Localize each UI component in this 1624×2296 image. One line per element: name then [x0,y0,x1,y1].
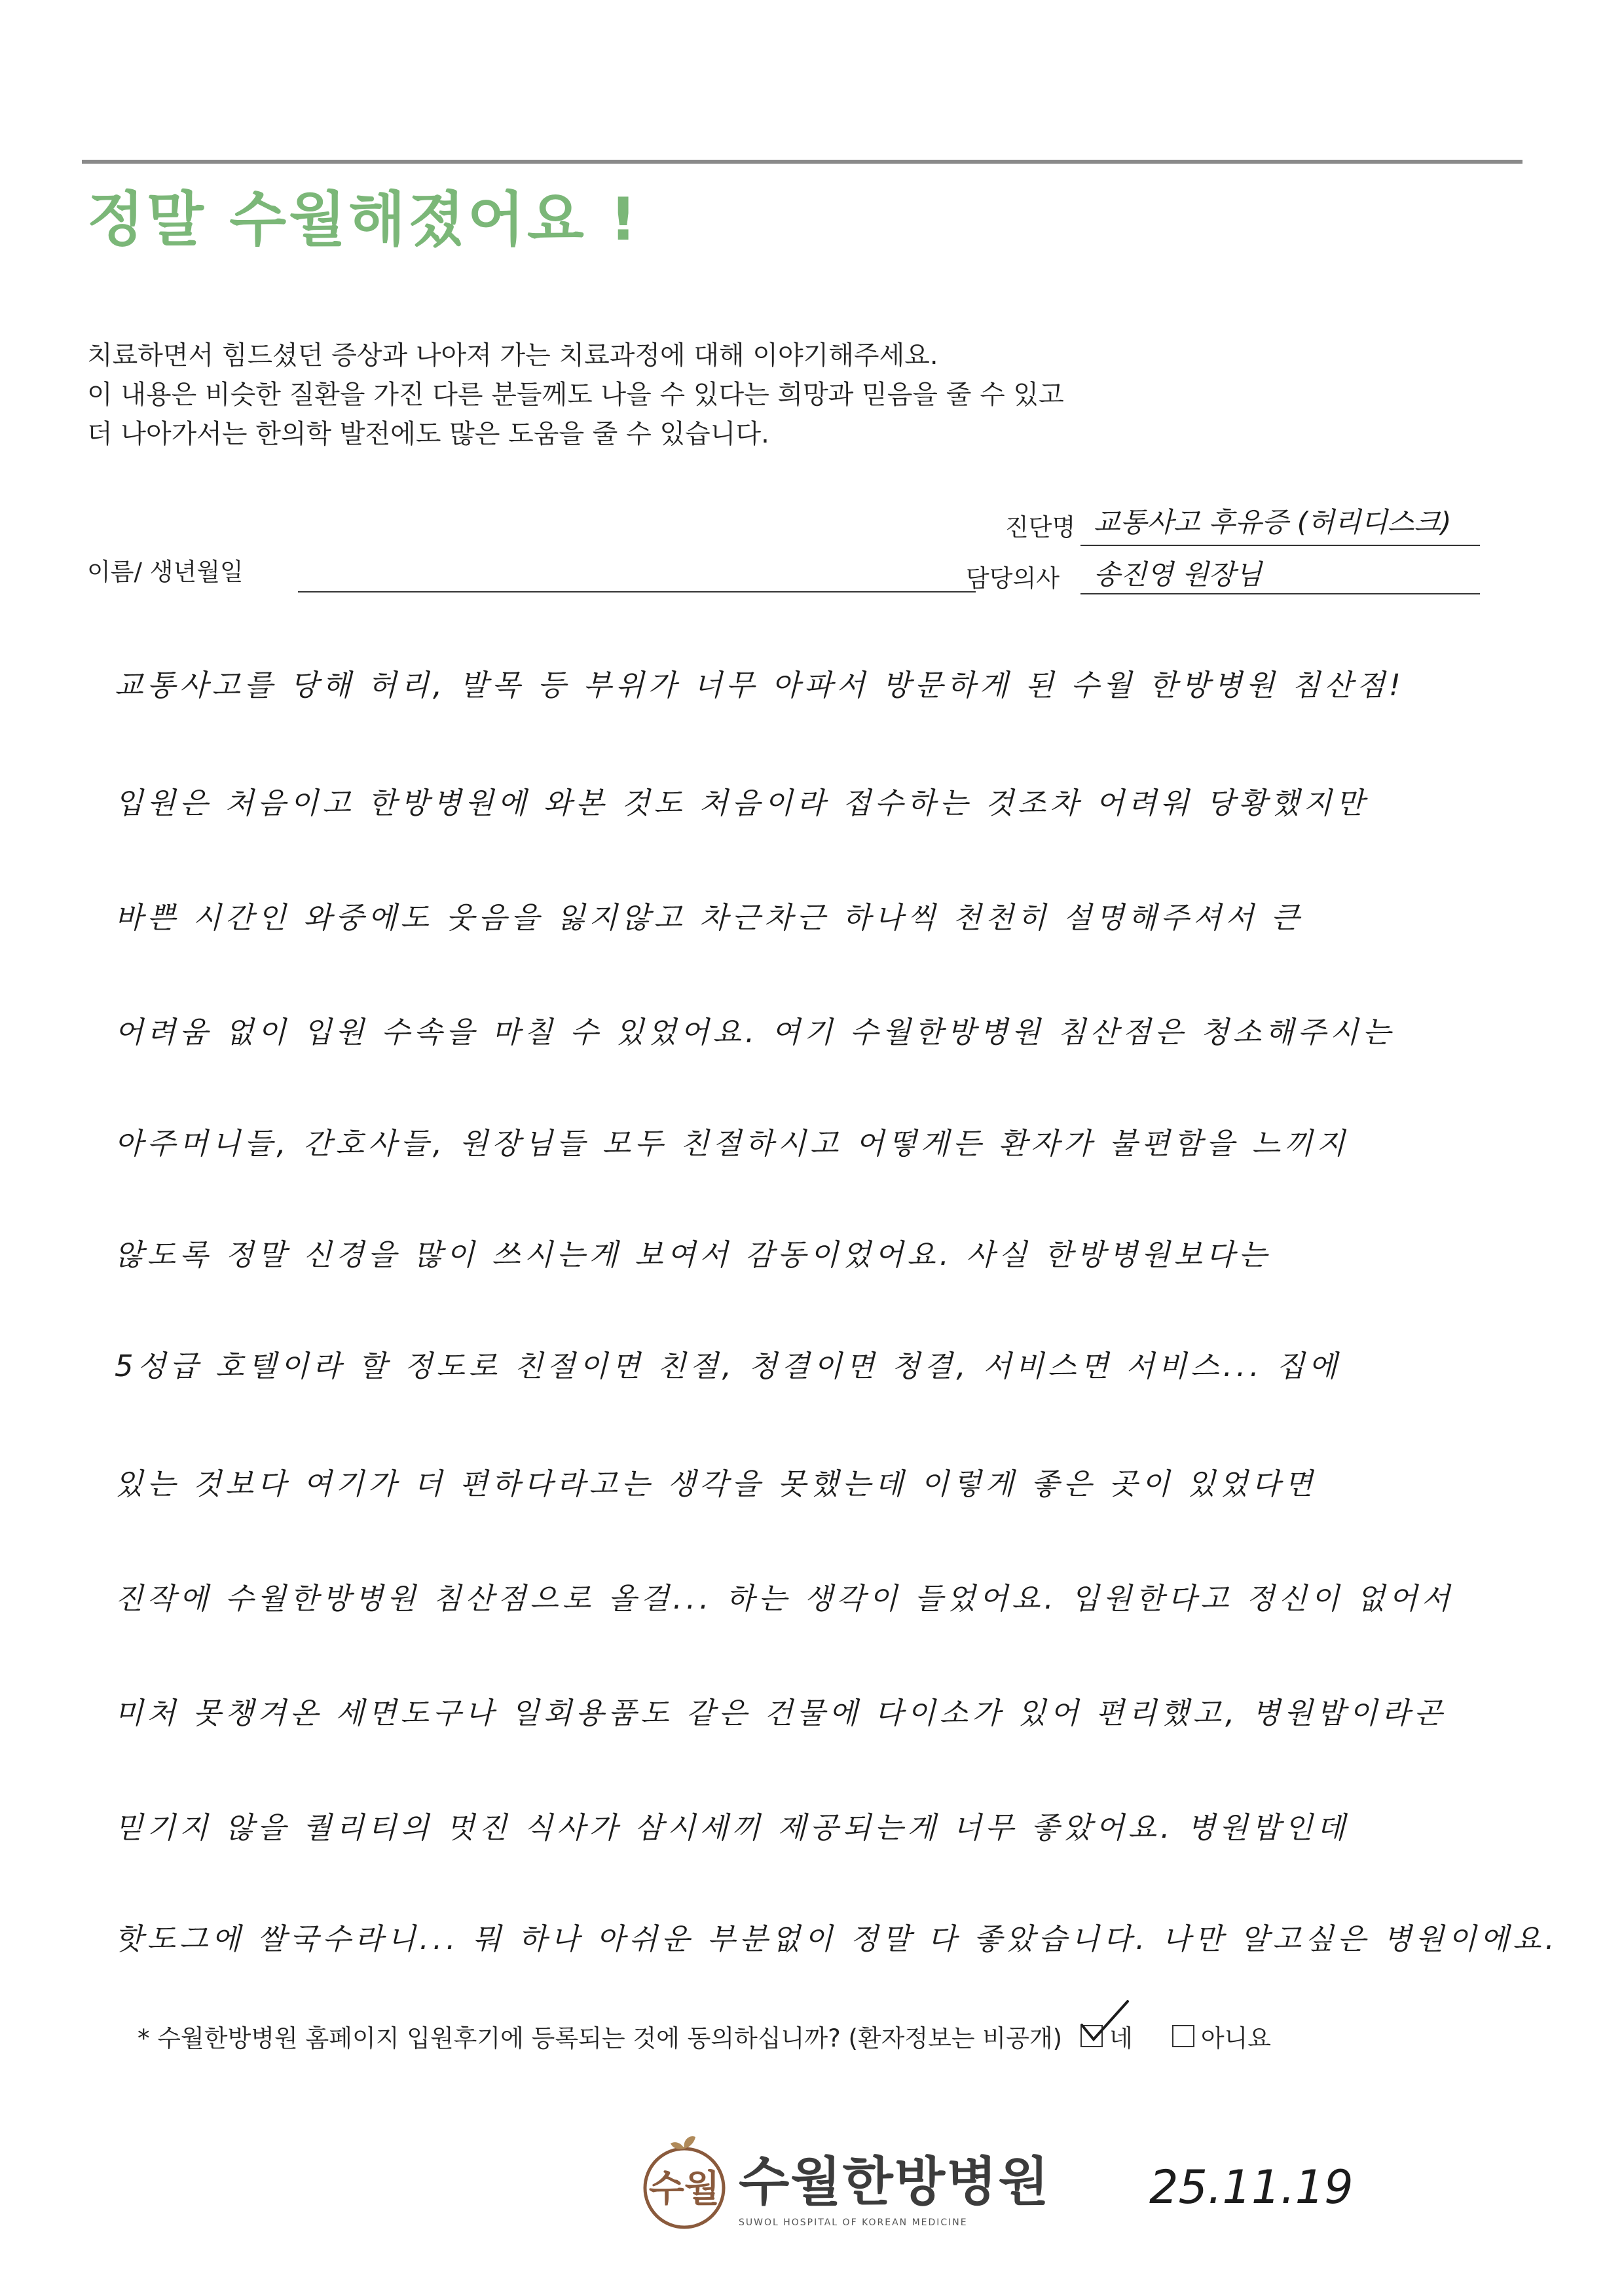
consent-no-checkbox[interactable] [1172,2025,1194,2047]
diagnosis-label: 진단명 [1005,513,1076,541]
top-rule [82,160,1522,164]
hospital-logo-icon [635,2134,733,2232]
review-line: 믿기지 않을 퀄리티의 멋진 식사가 삼시세끼 제공되는게 너무 좋았어요. 병원밥인데 [115,1810,1350,1845]
name-underline [298,591,976,592]
consent-no-label: 아니요 [1200,2024,1272,2052]
consent-row [138,2018,1271,2054]
intro-text [87,336,1064,454]
doctor-underline [1080,593,1480,594]
review-line: 않도록 정말 신경을 많이 쓰시는게 보여서 감동이었어요. 사실 한방병원보다는 [115,1237,1271,1272]
review-line: 핫도그에 쌀국수라니... 뭐 하나 아쉬운 부분없이 정말 다 좋았습니다. 나만 알고싶은 병원이에요. [115,1922,1559,1956]
hospital-subtitle: SUWOL HOSPITAL OF KOREAN MEDICINE [739,2217,968,2228]
review-line: 있는 것보다 여기가 더 편하다라고는 생각을 못했는데 이렇게 좋은 곳이 있었다면 [115,1467,1317,1501]
page-title: 정말 수월해졌어요 ! [87,185,640,254]
review-line: 5성급 호텔이라 할 정도로 친절이면 친절, 청결이면 청결, 서비스면 서비스... 집에 [115,1349,1341,1383]
doctor-value[interactable]: 송진영 원장님 [1094,558,1262,591]
intro-line: 치료하면서 힘드셨던 증상과 나아져 가는 치료과정에 대해 이야기해주세요. [87,340,938,371]
hospital-logo [635,2134,1050,2232]
review-line: 진작에 수월한방병원 침산점으로 올걸... 하는 생각이 들었어요. 입원한다고 정신이 없어서 [115,1581,1454,1616]
review-line: 바쁜 시간인 와중에도 웃음을 잃지않고 차근차근 하나씩 천천히 설명해주셔서 큰 [115,900,1304,935]
intro-line: 더 나아가서는 한의학 발전에도 많은 도움을 줄 수 있습니다. [87,419,769,449]
review-line: 아주머니들, 간호사들, 원장님들 모두 친절하시고 어떻게든 환자가 불편함을 느끼지 [115,1126,1350,1161]
review-line: 교통사고를 당해 허리, 발목 등 부위가 너무 아파서 방문하게 된 수월 한방병원 침산점! [115,668,1405,702]
review-line: 입원은 처음이고 한방병원에 와본 것도 처음이라 접수하는 것조차 어려워 당황했지만 [115,786,1369,820]
review-line: 미처 못챙겨온 세면도구나 일회용품도 같은 건물에 다이소가 있어 편리했고, 병원밥이라곤 [115,1696,1447,1730]
name-label: 이름/ 생년월일 [87,558,244,586]
hospital-name: 수월한방병원 [739,2151,1050,2212]
diagnosis-value[interactable]: 교통사고 후유증 (허리디스크) [1094,506,1452,538]
review-date: 25.11.19 [1149,2160,1354,2214]
consent-yes-checkbox[interactable] [1080,2025,1103,2047]
intro-line: 이 내용은 비슷한 질환을 가진 다른 분들께도 나을 수 있다는 희망과 믿음을 줄 수 있고 [87,380,1064,410]
consent-yes-label: 네 [1109,2024,1133,2052]
consent-question: * 수월한방병원 홈페이지 입원후기에 등록되는 것에 동의하십니까? (환자정보는 비공개) [138,2024,1063,2052]
diagnosis-underline [1080,545,1480,546]
review-line: 어려움 없이 입원 수속을 마칠 수 있었어요. 여기 수월한방병원 침산점은 청소해주시는 [115,1015,1395,1049]
checkmark-icon [1078,1999,1130,2045]
doctor-label: 담당의사 [966,564,1060,592]
logo-mark-text: 수월 [648,2168,720,2210]
